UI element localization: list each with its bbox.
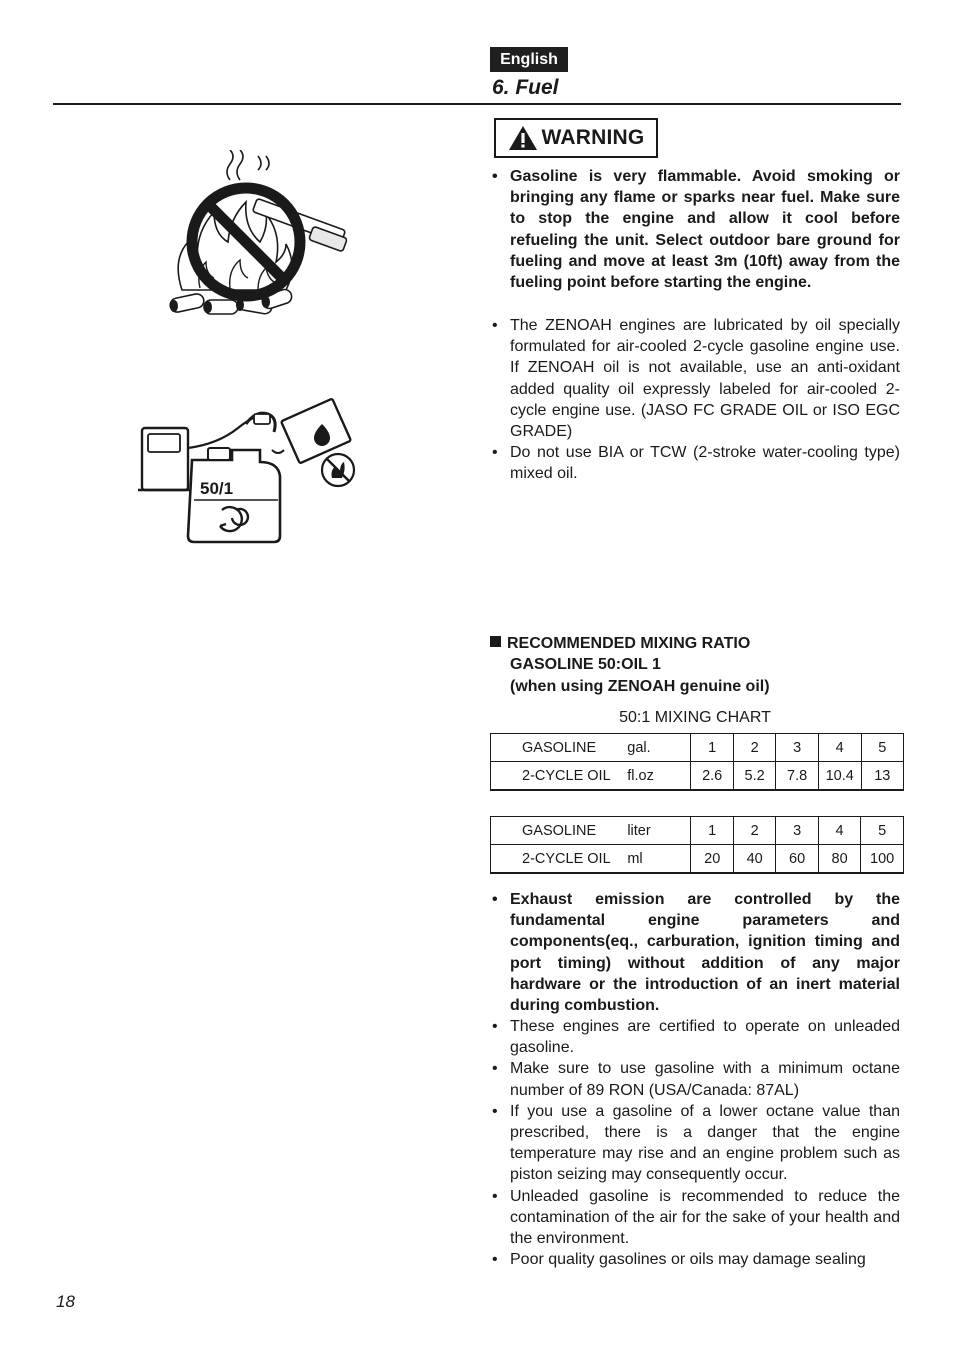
gasoline-notes-list <box>490 1016 900 1270</box>
table-cell: 100 <box>861 845 904 874</box>
language-badge: English <box>490 47 568 72</box>
mixing-table-metric <box>490 816 904 874</box>
table-cell: 13 <box>861 762 903 791</box>
table-cell: 5 <box>861 817 904 845</box>
warning-list <box>490 166 900 293</box>
mixing-heading-line: RECOMMENDED MIXING RATIO <box>507 635 751 652</box>
row-unit: ml <box>627 845 691 874</box>
mixing-heading <box>490 633 900 697</box>
warning-label: WARNING <box>541 126 645 149</box>
table-cell: 1 <box>691 734 733 762</box>
table-cell: 5.2 <box>733 762 775 791</box>
row-unit: gal. <box>627 734 691 762</box>
page-number: 18 <box>56 1292 75 1311</box>
list-item: • Unleaded gasoline is recommended to reduce the contamination of the air for the sake of your health and the environment. <box>490 1186 900 1250</box>
table-cell: 40 <box>733 845 775 874</box>
list-item: • Gasoline is very flammable. Avoid smoking or bringing any flame or sparks near fuel. Make sure to stop the engine and allow it cool before refueling the unit. Select outdoor bare ground for fueling and move at least 3m (10ft) away from the fueling point before starting the engine. <box>490 166 900 293</box>
section-title: 6. Fuel <box>492 76 559 99</box>
row-name: 2-CYCLE OIL <box>491 845 628 874</box>
mixing-heading-line: GASOLINE 50:OIL 1 <box>510 656 661 674</box>
table-cell: 1 <box>691 817 733 845</box>
table-cell: 2.6 <box>691 762 733 791</box>
list-item: • Poor quality gasolines or oils may damage sealing <box>490 1249 900 1270</box>
header-rule <box>53 103 901 105</box>
mixing-table-us <box>490 733 904 791</box>
row-name: 2-CYCLE OIL <box>491 762 628 791</box>
list-item: • The ZENOAH engines are lubricated by oil specially formulated for air-cooled 2-cycle gasoline engine use. If ZENOAH oil is not available, use an anti-oxidant added quality oil expressly labeled for air-cooled 2-cycle engine use. (JASO FC GRADE OIL or ISO EGC GRADE) <box>490 315 900 442</box>
table-row <box>491 762 904 791</box>
emission-notes-list <box>490 889 900 1016</box>
list-item: • Exhaust emission are controlled by the fundamental engine parameters and components(eq., carburation, ignition timing and port timing) without addition of any major hardware or the introduction of an inert material during combustion. <box>490 889 900 1016</box>
list-item: • If you use a gasoline of a lower octane value than prescribed, there is a danger that the engine temperature may rise and an engine problem such as piston seizing may consequently occur. <box>490 1101 900 1186</box>
table-cell: 5 <box>861 734 903 762</box>
warning-triangle-icon <box>508 125 538 151</box>
table-cell: 2 <box>733 817 775 845</box>
list-item: • Make sure to use gasoline with a minimum octane number of 89 RON (USA/Canada: 87AL) <box>490 1058 900 1100</box>
table-cell: 4 <box>818 734 861 762</box>
table-cell: 7.8 <box>776 762 818 791</box>
fuel-can-mixing-icon <box>136 398 362 546</box>
list-item: • Do not use BIA or TCW (2-stroke water-cooling type) mixed oil. <box>490 442 900 484</box>
table-row <box>491 817 904 845</box>
row-name: GASOLINE <box>491 734 628 762</box>
warning-box <box>494 118 658 158</box>
no-smoking-fire-icon <box>160 150 360 322</box>
mixing-heading-line: (when using ZENOAH genuine oil) <box>510 677 770 695</box>
table-cell: 2 <box>733 734 775 762</box>
table-cell: 60 <box>776 845 818 874</box>
table-cell: 20 <box>691 845 733 874</box>
row-name: GASOLINE <box>491 817 628 845</box>
square-bullet-icon <box>490 636 501 647</box>
table-row <box>491 734 904 762</box>
row-unit: liter <box>627 817 691 845</box>
table-cell: 3 <box>776 817 818 845</box>
table-cell: 80 <box>818 845 860 874</box>
table-cell: 4 <box>818 817 860 845</box>
table-cell: 3 <box>776 734 818 762</box>
oil-notes-list <box>490 315 900 485</box>
ratio-label: 50/1 <box>200 479 234 498</box>
row-unit: fl.oz <box>627 762 691 791</box>
list-item: • These engines are certified to operate on unleaded gasoline. <box>490 1016 900 1058</box>
table-row <box>491 845 904 874</box>
mixing-chart-title: 50:1 MIXING CHART <box>619 709 771 726</box>
table-cell: 10.4 <box>818 762 861 791</box>
